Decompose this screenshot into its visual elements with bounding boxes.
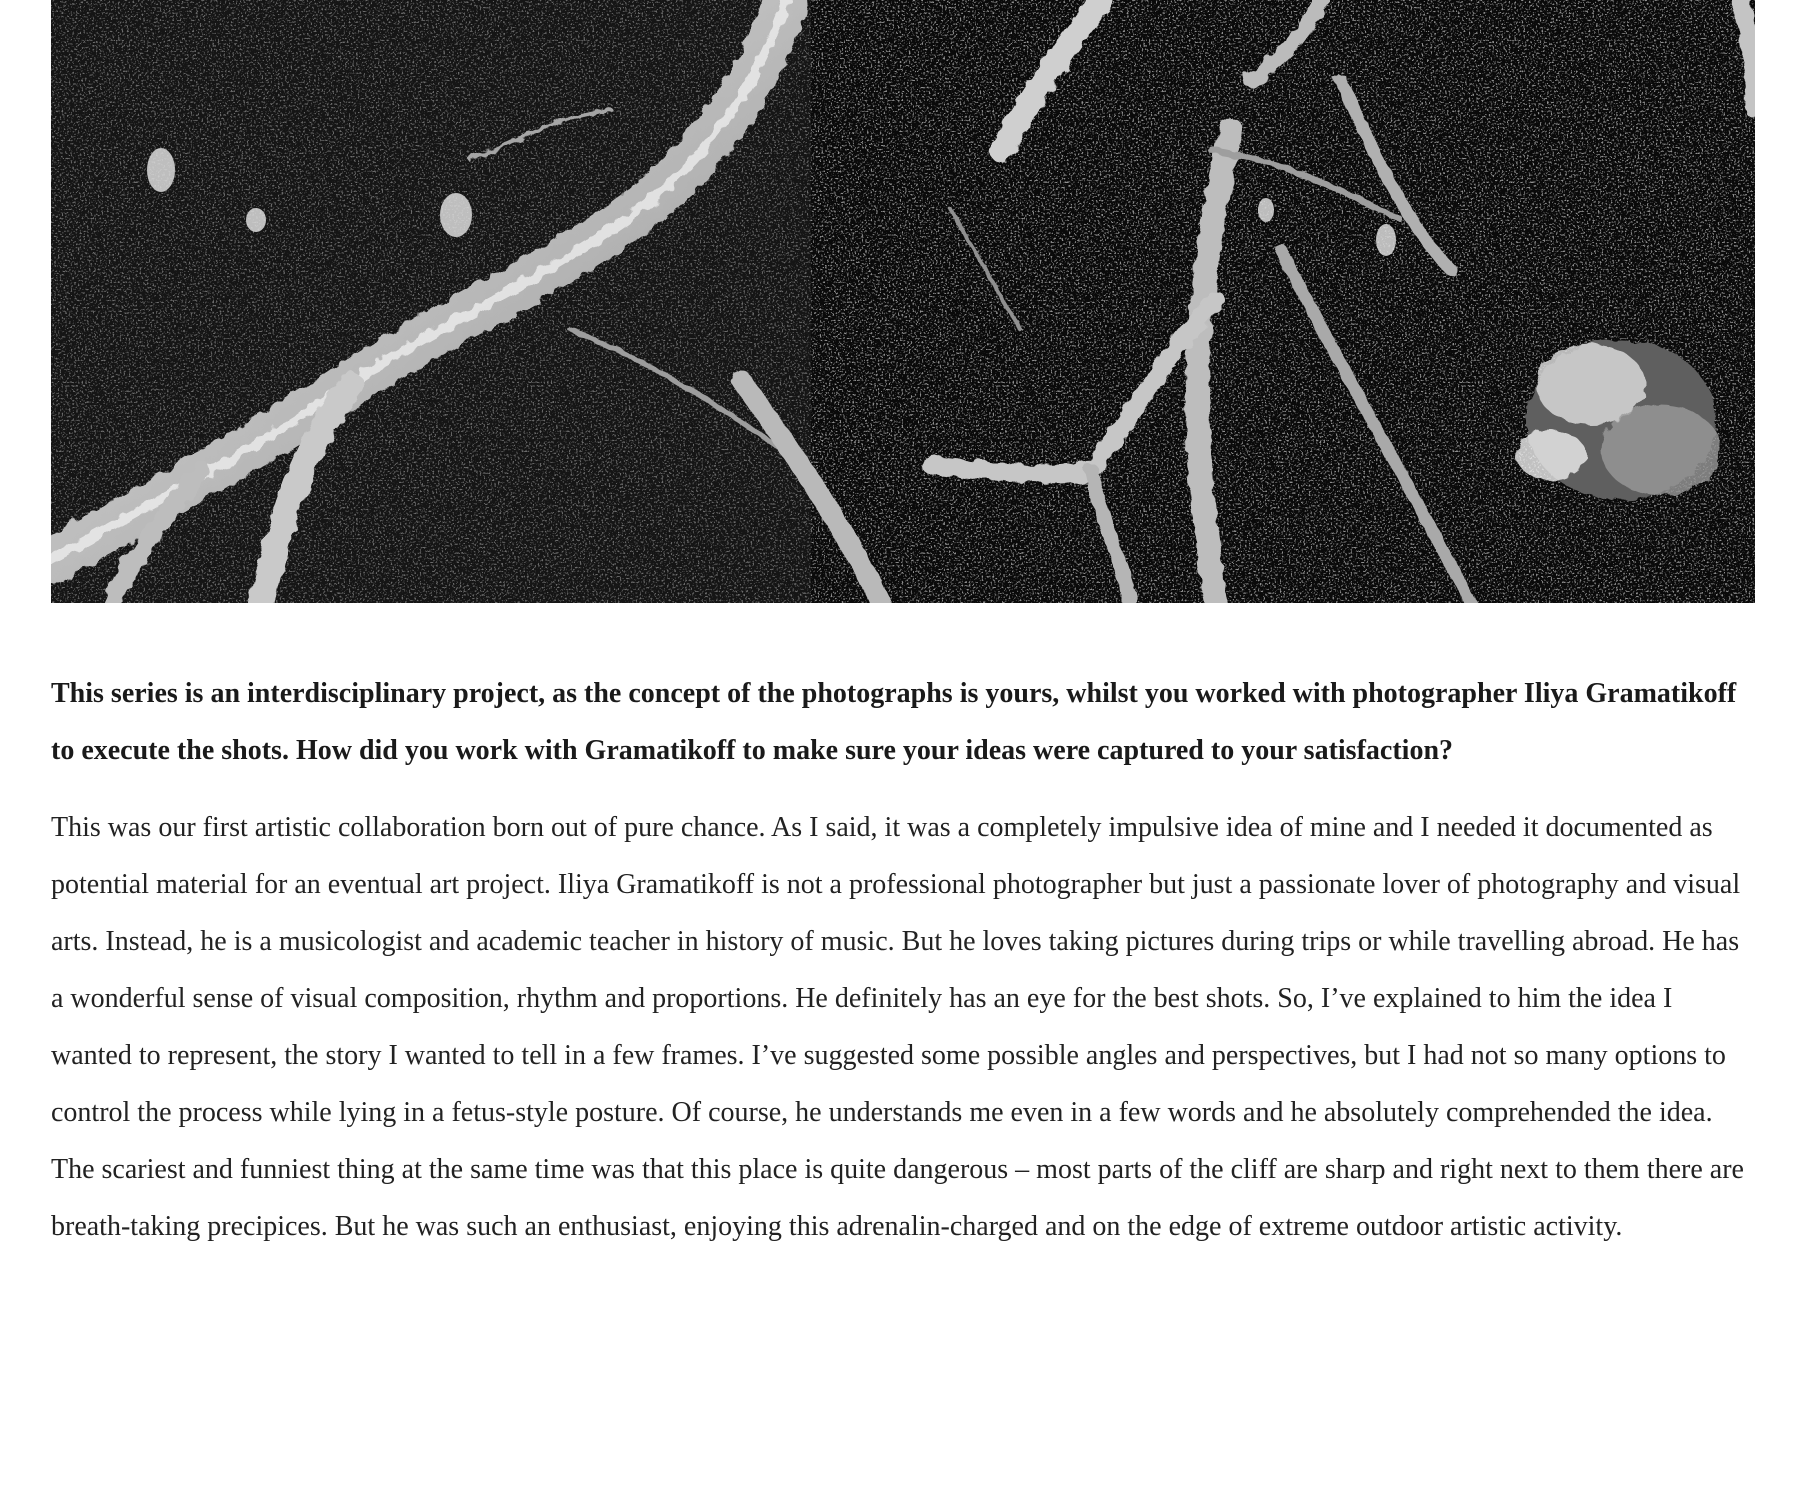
interview-answer: This was our first artistic collaboration born out of pure chance. As I said, it was a completely impulsive idea of mine and I needed it documented as potential material for an eventual art project. Iliya Gramatikoff is not a professional photographer but just a passionate lover of photography and visual arts. Instead, he is a musicologist and academic teacher in history of music. But he loves taking pictures during trips or while travelling abroad. He has a wonderful sense of visual composition, rhythm and proportions. He definitely has an eye for the best shots. So, I’ve explained to him the idea I wanted to represent, the story I wanted to tell in a few frames. I’ve suggested some possible angles and perspectives, but I had not so many options to control the process while lying in a fetus-style posture. Of course, he understands me even in a few words and he absolutely comprehended the idea. The scariest and funniest thing at the same time was that this place is quite dangerous – most parts of the cliff are sharp and right next to them there are breath-taking precipices. But he was such an enthusiast, enjoying this adrenalin-charged and on the edge of extreme outdoor artistic activity.	[51, 812, 1744, 1242]
tree-roots-photo	[51, 0, 1755, 603]
interview-question: This series is an interdisciplinary project, as the concept of the photographs is yours, whilst you worked with photographer Iliya Gramatikoff to execute the shots. How did you work with Gramatikoff to make sure your ideas were captured to your satisfaction?	[51, 678, 1737, 766]
article-photo	[51, 0, 1755, 603]
article	[51, 0, 1755, 1255]
